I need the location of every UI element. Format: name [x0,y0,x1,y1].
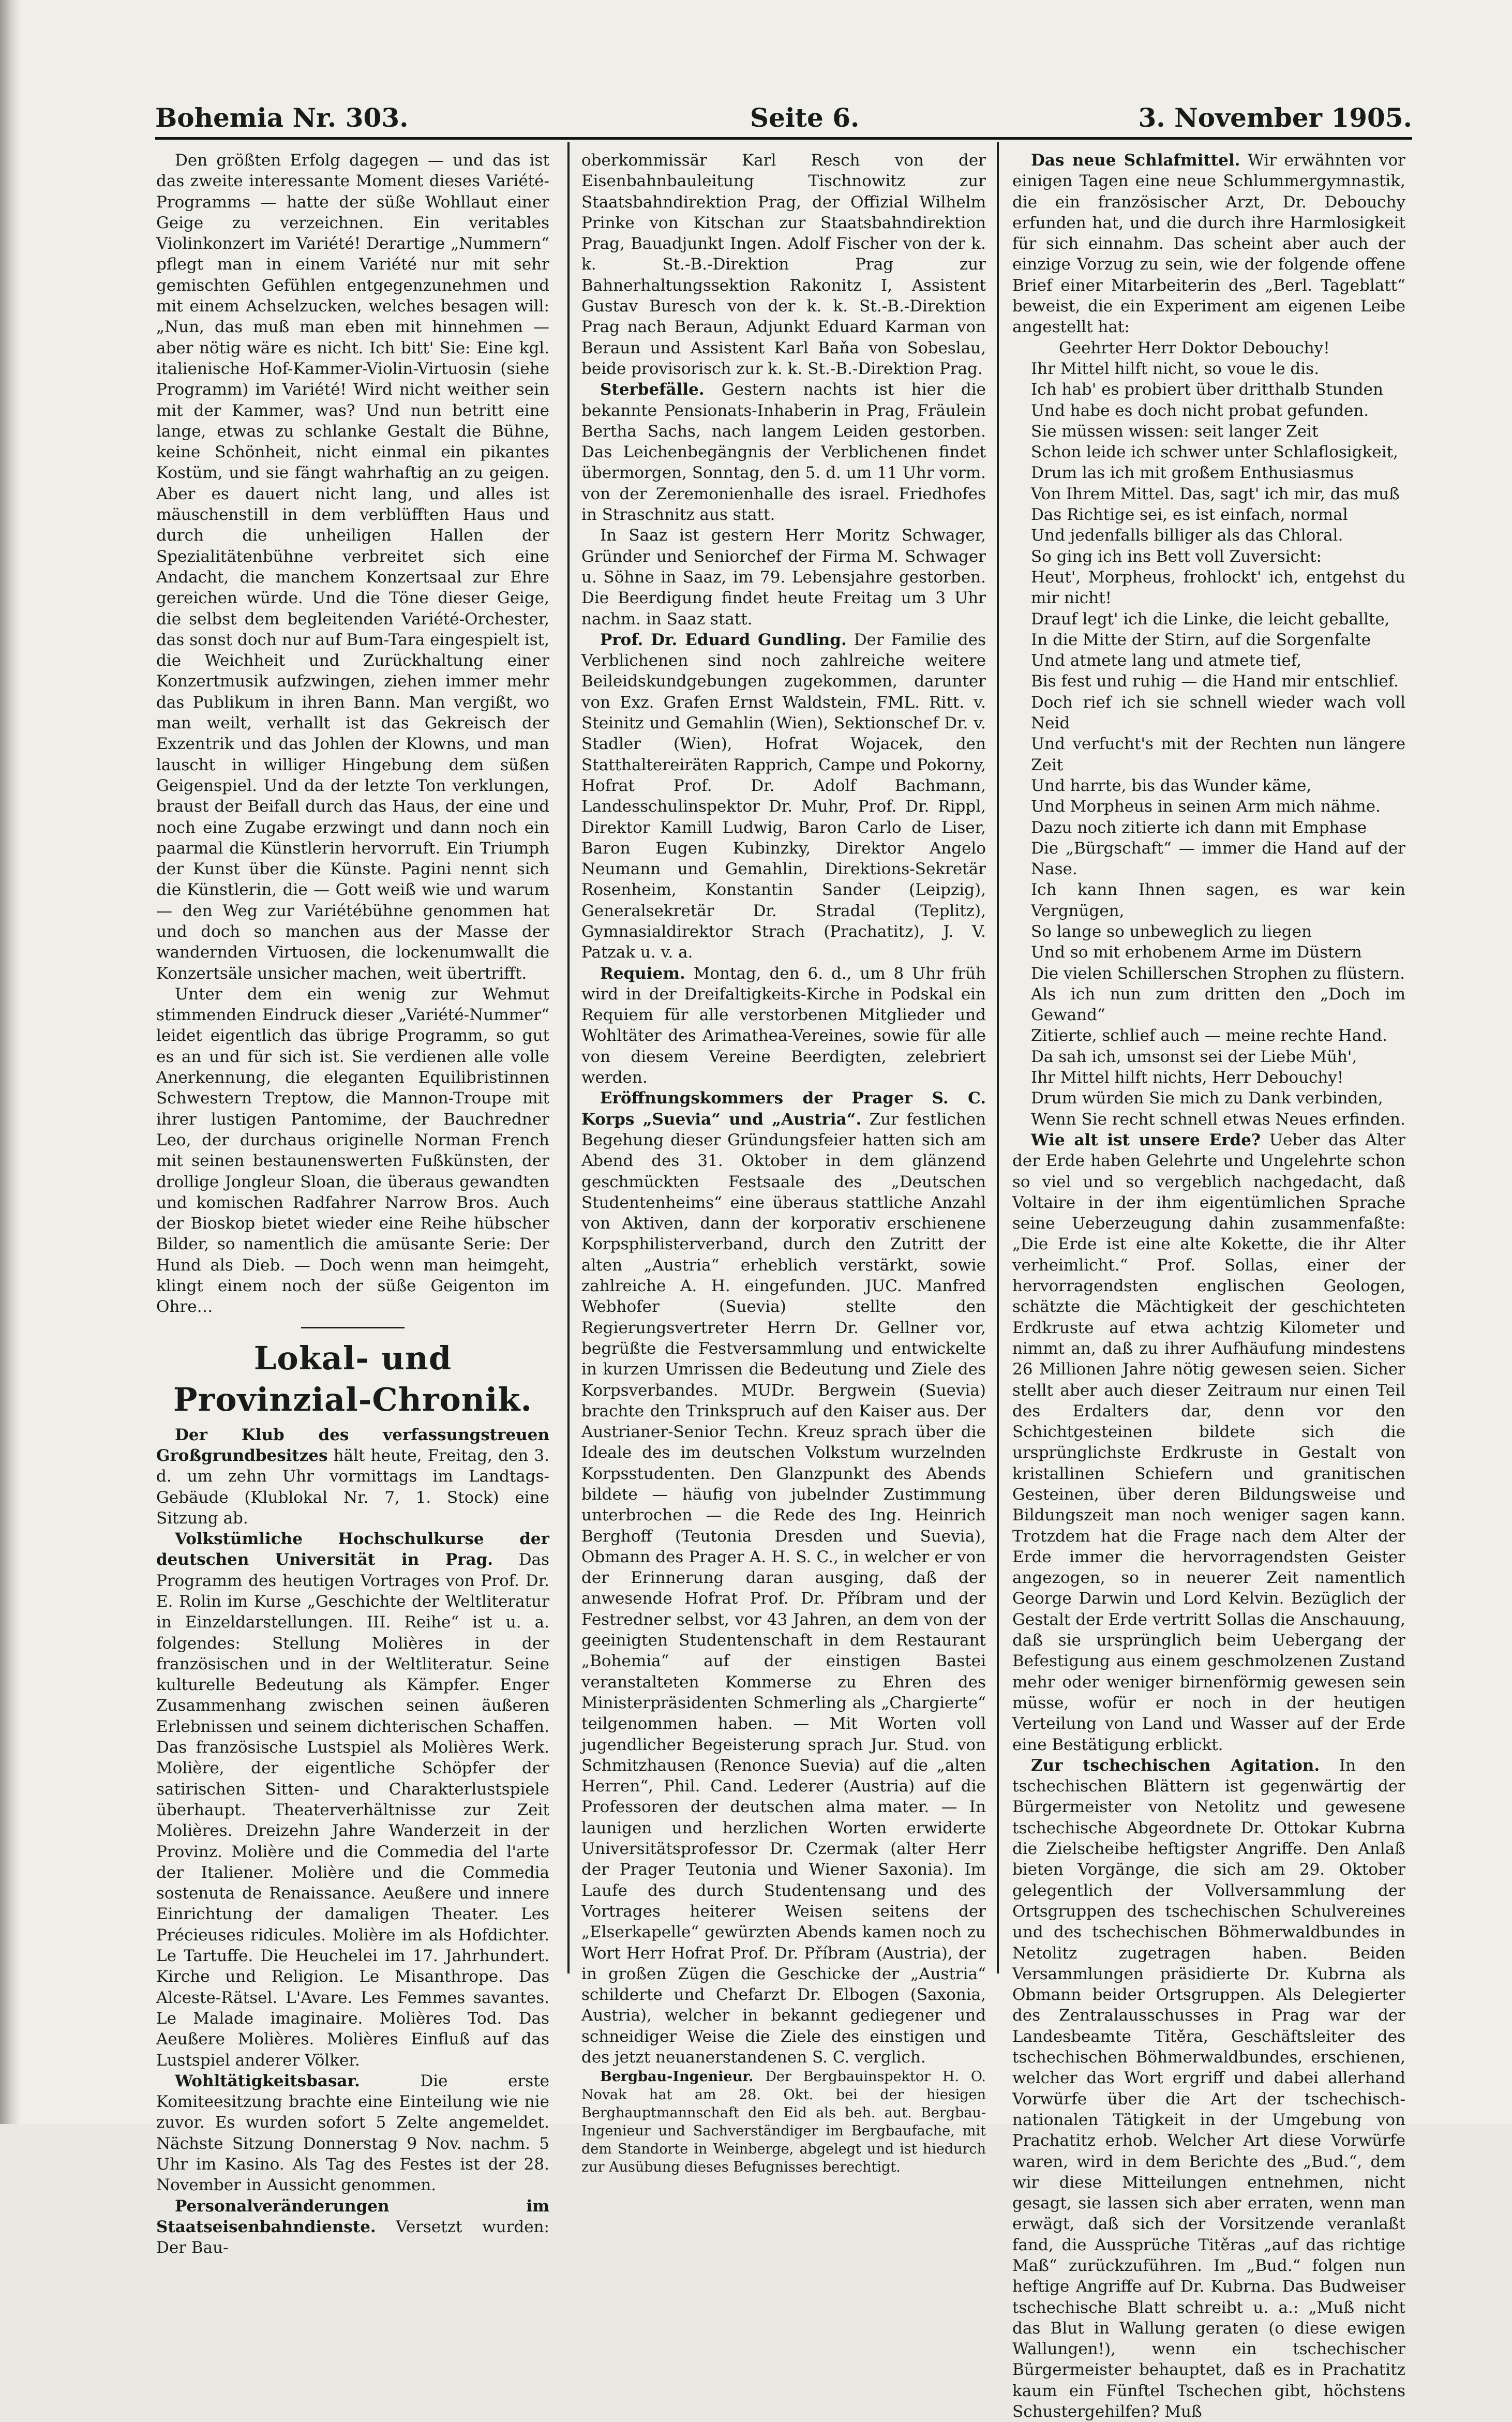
poem-line: Und atmete lang und atmete tief, [1031,651,1302,670]
news-body: Der Bergbauinspektor H. O. Novak hat am 28. Okt. bei der hiesigen Berghauptmannschaft den Eid als beh. aut. Bergbau-Ingenieur und Sachverständiger im Bergbaufache, mit dem Standorte in Weinberge, abgelegt und ist hiedurch zur Ausübung dieses Befugnisses berechtigt. [581,2069,986,2176]
news-headline: Prof. Dr. Eduard Gundling. [600,630,847,649]
news-headline: Der Klub des verfassungstreuen Großgrundbesitzes [156,1425,549,1465]
news-item [581,1088,986,2068]
poem-line: Ihr Mittel hilft nichts, Herr Debouchy! [1031,1068,1344,1087]
poem-line: Und habe es doch nicht probat gefunden. [1031,401,1369,420]
column-3 [1012,150,1405,2422]
article-paragraph: oberkommissär Karl Resch von der Eisenbahnbauleitung Tischnowitz zur Staatsbahndirektion Prag, der Offizial Wilhelm Prinke von Kitschan zur Staatsbahndirektion Prag, Bauadjunkt Ingen. Adolf Fischer von der k. k. St.-B.-Direktion Prag zur Bahnerhaltungssektion Rakonitz I, Assistent Gustav Buresch von der k. k. St.-B.-Direktion Prag nach Beraun, Adjunkt Eduard Karman von Beraun und Assistent Karl Baňa von Sobeslau, beide provisorisch zur k. k. St.-B.-Direktion Prag. [581,151,986,378]
news-headline: Wie alt ist unsere Erde? [1031,1130,1261,1149]
poem-line: Die „Bürgschaft“ — immer die Hand auf der Nase. [1031,839,1405,879]
article-paragraph: Unter dem ein wenig zur Wehmut stimmenden Eindruck dieser „Variété-Nummer“ leidet eigentlich das übrige Programm, so gut es an und für sich ist. Sie verdienen alle volle Anerkennung, die eleganten Equilibristinnen Schwestern Treptow, die Mannon-Troupe mit ihrer lustigen Pantomime, der Bauchredner Leo, der durchaus originelle Norman French mit seinen bestaunenswerten Fußkünsten, der drollige Jongleur Sloan, die überaus gewandten und komischen Radfahrer Narrow Bros. Auch der Bioskop bietet wieder eine Reihe hübscher Bilder, so namentlich die amüsante Serie: Der Hund als Dieb. — Doch wenn man heimgeht, klingt einem noch der süße Geigenton im Ohre… [156,984,549,1317]
poem-line: Von Ihrem Mittel. Das, sagt' ich mir, das muß [1031,484,1400,503]
news-item [1012,1755,1405,2422]
poem-line: Heut', Morpheus, frohlockt' ich, entgehst du mir nicht! [1031,567,1405,608]
poem-line: Ihr Mittel hilft nicht, so voue le dis. [1031,359,1319,378]
poem-line: Drum las ich mit großem Enthusiasmus [1031,464,1354,483]
poem-line: Und harrte, bis das Wunder käme, [1031,776,1312,795]
poem-line: Ich kann Ihnen sagen, es war kein Vergnügen, [1031,880,1405,920]
news-item [581,963,986,1088]
news-item [156,1425,549,1529]
news-body: Gestern nachts ist hier die bekannte Pensionats-Inhaberin in Prag, Fräulein Bertha Sachs, nach langem Leiden gestorben. Das Leichenbegängnis der Verblichenen findet übermorgen, Sonntag, den 5. d. um 11 Uhr vorm. von der Zeremonienhalle des israel. Friedhofes in Straschnitz aus statt. [581,380,986,525]
poem-line: Und verfucht's mit der Rechten nun längere Zeit [1031,735,1405,774]
letter-salutation: Geehrter Herr Doktor Debouchy! [1059,338,1330,357]
news-item [1012,1130,1405,1755]
poem-line: Und Morpheus in seinen Arm mich nähme. [1031,797,1381,816]
news-body: Wir erwähnten vor einigen Tagen eine neue Schlummergymnastik, die ein französischer Arzt, Dr. Debouchy erfunden hat, und die durch ihre Harmlosigkeit für sich einnahm. Das scheint aber auch der einzige Vorzug zu sein, wie der folgende offene Brief einer Mitarbeiterin des „Berl. Tageblatt“ beweist, die ein Experiment am eigenen Leibe angestellt hat: [1012,151,1405,337]
header-rule [155,137,1412,140]
news-body: Montag, den 6. d., um 8 Uhr früh wird in der Dreifaltigkeits-Kirche in Podskal ein Requiem für alle verstorbenen Mitglieder und Wohltäter des Arimathea-Vereines, sowie für alle von diesem Vereine Beerdigten, zelebriert werden. [581,964,986,1087]
poem-line: Sie müssen wissen: seit langer Zeit [1031,422,1319,441]
news-headline: Personalveränderungen im Staatseisenbahndienste. [156,2196,549,2236]
poem-line: Und so mit erhobenem Arme im Düstern [1031,943,1362,962]
section-title: Lokal- und Provinzial-Chronik. [173,1339,533,1418]
news-body: Die erste Komiteesitzung brachte eine Einteilung wie nie zuvor. Es wurden sofort 5 Zelte angemeldet. Nächste Sitzung Donnerstag 9 Nov. nachm. 5 Uhr im Kasino. Als Tag des Festes ist der 28. November in Aussicht genommen. [156,2071,549,2195]
news-headline: Bergbau-Ingenieur. [600,2069,754,2085]
news-item [156,1529,549,2071]
poem-line: Drauf legt' ich die Linke, die leicht geballte, [1031,609,1390,629]
column-rule-2 [997,142,999,1974]
news-item [156,2071,549,2196]
poem-line: Die vielen Schillerschen Strophen zu flüstern. [1031,964,1405,983]
poem-line: Und jedenfalls billiger als das Chloral. [1031,526,1343,545]
poem-line: Doch rief ich sie schnell wieder wach voll Neid [1031,693,1405,733]
article-paragraph: Den größten Erfolg dagegen — und das ist das zweite interessante Moment dieses Variété-Programms — hatte der süße Wohllaut einer Geige zu verzeichnen. Ein veritables Violinkonzert im Variété! Derartige „Nummern“ pflegt man in einem Variété nur mit sehr gemischten Gefühlen entgegenzunehmen und mit einem Achselzucken, welches besagen will: „Nun, das muß man eben mit hinnehmen — aber nötig wäre es nicht. Ich bitt' Sie: Eine kgl. italienische Hof-Kammer-Violin-Virtuosin (siehe Programm) im Variété! Wird nicht weither sein mit der Kammer, was? Und nun betritt eine lange, etwas zu schlanke Gestalt die Bühne, keine Schönheit, nicht einmal ein pikantes Kostüm, und sie fängt wahrhaftig an zu geigen. Aber es dauert nicht lang, und alles ist mäuschenstill in dem verblüfften Haus und durch die unheiligen Hallen der Spezialitätenbühne verbreitet sich eine Andacht, die manchem Konzertsaal zur Ehre gereichen würde. Und die Töne dieser Geige, die selbst dem begleitenden Variété-Orchester, das sonst doch nur auf Bum-Tara eingespielt ist, die Weichheit und Zurückhaltung einer Konzertmusik aufzwingen, ziehen immer mehr das Publikum in ihren Bann. Man vergißt, wo man weilt, verhallt ist das Gekreisch der Exzentrik und das Johlen der Klowns, und man lauscht in williger Hingebung dem süßen Geigenspiel. Und da der letzte Ton verklungen, braust der Beifall durch das Haus, der eine und noch eine Zugabe erzwingt und dann noch ein paarmal die Künstlerin hervorruft. Ein Triumph der Kunst über die Künste. Pagini nennt sich die Künstlerin, die — Gott weiß wie und warum — den Weg zur Variétébühne genommen hat und doch so manchen aus der Masse der wandernden Virtuosen, die lockenumwallt die Konzertsäle unsicher machen, weit übertrifft. [156,151,549,983]
news-body: Der Familie des Verblichenen sind noch zahlreiche weitere Beileidskundgebungen zugekommen, darunter von Exz. Grafen Ernst Waldstein, FML. Ritt. v. Steinitz und Gemahlin (Wien), Sektionschef Dr. v. Stadler (Wien), Hofrat Wojacek, den Statthaltereiräten Rapprich, Campe und Pokorny, Hofrat Prof. Dr. Adolf Bachmann, Landesschulinspektor Dr. Muhr, Prof. Dr. Rippl, Direktor Kamill Ludwig, Baron Carlo de Liser, Baron Eugen Kubinzky, Direktor Angelo Neumann und Gemahlin, Direktions-Sekretär Rosenheim, Konstantin Sander (Leipzig), Generalsekretär Dr. Stradal (Teplitz), Gymnasialdirektor Strach (Prachatitz), J. V. Patzak u. v. a. [581,630,986,962]
news-headline: Requiem. [600,964,685,983]
poem-line: Ich hab' es probiert über dritthalb Stunden [1031,380,1383,399]
poem-line: Bis fest und ruhig — die Hand mir entschlief. [1031,672,1399,691]
column-1 [156,150,549,2259]
column-rule-1 [567,142,570,1974]
poem-line: In die Mitte der Stirn, auf die Sorgenfalte [1031,630,1371,649]
poem-line: Zitierte, schlief auch — meine rechte Hand. [1031,1026,1387,1045]
news-item [1012,150,1405,338]
poem-letter [1012,338,1405,1130]
page-edge-shadow [0,0,21,2124]
poem-line: So lange so unbeweglich zu liegen [1031,922,1312,941]
poem-line: Da sah ich, umsonst sei der Liebe Müh', [1031,1047,1357,1066]
header-publication: Bohemia Nr. 303. [155,102,409,133]
news-headline: Das neue Schlafmittel. [1031,151,1240,170]
poem-line: So ging ich ins Bett voll Zuversicht: [1031,547,1322,566]
header-page-number: Seite 6. [750,102,860,133]
page-header [155,102,1412,139]
news-headline: Volkstümliche Hochschulkurse der deutschen Universität in Prag. [156,1530,549,1569]
news-body: Ueber das Alter der Erde haben Gelehrte und Ungelehrte schon so viel und so vergeblich nachgedacht, daß Voltaire in der ihm eigentümlichen Sprache seine Ueberzeugung dahin zusammenfaßte: „Die Erde ist eine alte Kokette, die ihr Alter verheimlicht.“ Prof. Sollas, einer der hervorragendsten englischen Geologen, schätzte die Mächtigkeit der geschichteten Erdkruste auf etwa achtzig Kilometer und nimmt an, daß zu ihrer Aufhäufung mindestens 26 Millionen Jahre nötig gewesen seien. Sicher stellt aber auch dieser Zeitraum nur einen Teil des Erdalters dar, denn vor den Schichtgesteinen bildete sich die ursprünglichste Erdkruste in Gestalt von kristallinen Schiefern und granitischen Gesteinen, über deren Bildungsweise und Bildungszeit man noch weniger sagen kann. Trotzdem hat die Frage nach dem Alter der Erde immer die hervorragendsten Geister angezogen, so in neuerer Zeit namentlich George Darwin und Lord Kelvin. Bezüglich der Gestalt der Erde vertritt Sollas die Anschauung, daß sie ursprünglich beim Uebergang der Befestigung aus einem geschmolzenen Zustand mehr oder weniger birnenförmig gewesen sein müsse, wofür er noch in der heutigen Verteilung von Land und Wasser auf der Erde eine Bestätigung erblickt. [1012,1130,1405,1754]
news-body: Zur festlichen Begehung dieser Gründungsfeier hatten sich am Abend des 31. Oktober in dem glänzend geschmückten Festsaale des „Deutschen Studentenheims“ eine überaus stattliche Anzahl von Aktiven, dann der korporativ erschienene Korpsphilisterverband, durch den Zutritt der alten „Austria“ erheblich verstärkt, sowie zahlreiche A. H. eingefunden. JUC. Manfred Webhofer (Suevia) stellte den Regierungsvertreter Herrn Dr. Gellner vor, begrüßte die Festversammlung und entwickelte in kurzen Umrissen die Bedeutung und Ziele des Korpsverbandes. MUDr. Bergwein (Suevia) brachte den Trinkspruch auf den Kaiser aus. Der Austrianer-Senior Techn. Kreuz sprach über die Ideale des im deutschen Volkstum wurzelnden Korpsstudenten. Den Glanzpunkt des Abends bildete — häufig von jubelnder Zustimmung unterbrochen — die Rede des Ing. Heinrich Berghoff (Teutonia Dresden und Suevia), Obmann des Prager A. H. S. C., in welcher er von der Erinnerung daran ausging, daß der anwesende Hofrat Prof. Dr. Příbram und der Festredner selbst, vor 43 Jahren, an dem von der geeinigten Studentenschaft in dem Restaurant „Bohemia“ auf der einstigen Bastei veranstalteten Kommerse zu Ehren des Ministerpräsidenten Schmerling als „Chargierte“ teilgenommen haben. — Mit Worten voll jugendlicher Begeisterung sprach Jur. Stud. von Schmitzhausen (Renonce Suevia) auf die „alten Herren“, Phil. Cand. Lederer (Austria) auf die Professoren der deutschen alma mater. — In launigen und herzlichen Worten erwiderte Universitätsprofessor Dr. Czermak (alter Herr der Prager Teutonia und Wiener Saxonia). Im Laufe des durch Studentensang und des Vortrages heiterer Weisen seitens der „Elserkapelle“ gewürzten Abends kamen noch zu Wort Herr Hofrat Prof. Dr. Příbram (Austria), der in großen Zügen die Geschicke der „Austria“ schilderte und Chefarzt Dr. Elbogen (Saxonia, Austria), welcher in bekannt gediegener und schneidiger Weise die Ziele des einstigen und des jetzt neuanerstandenen S. C. verglich. [581,1110,986,2067]
news-body: Versetzt wurden: Der Bau- [156,2217,549,2257]
news-headline: Eröffnungskommers der Prager S. C. Korps „Suevia“ und „Austria“. [581,1089,986,1129]
poem-line: Schon leide ich schwer unter Schlaflosigkeit, [1031,443,1398,462]
news-item [581,2068,986,2176]
news-body: In den tschechischen Blättern ist gegenwärtig der Bürgermeister von Netolitz und gewesene tschechische Abgeordnete Dr. Ottokar Kubrna die Zielscheibe heftigster Angriffe. Den Anlaß bieten Vorgänge, die sich am 29. Oktober gelegentlich der Vollversammlung der Ortsgruppen des tschechischen Schulvereines und des tschechischen Böhmerwaldbundes in Netolitz zugetragen haben. Beiden Versammlungen präsidierte Dr. Kubrna als Obmann beider Ortsgruppen. Als Delegierter des Zentralausschusses in Prag war der Landesbeamte Titěra, Geschäftsleiter des tschechischen Böhmerwaldbundes, erschienen, welcher das Wort ergriff und dabei allerhand Vorwürfe über die Art der tschechisch-nationalen Tätigkeit in der Umgebung von Prachatitz erhob. Welcher Art diese Vorwürfe waren, wird in dem Berichte des „Bud.“, dem wir diese Mitteilungen entnehmen, nicht gesagt, sie lassen sich aber erraten, wenn man erwägt, daß sich der Vorsitzende veranlaßt fand, die Aussprüche Titěras „auf das richtige Maß“ zurückzuführen. Im „Bud.“ folgen nun heftige Angriffe auf Dr. Kubrna. Das Budweiser tschechische Blatt schreibt u. a.: „Muß nicht das Blut in Wallung geraten (o diese ewigen Wallungen!), wenn ein tschechischer Bürgermeister behauptet, daß es in Prachatitz kaum ein Fünftel Tschechen gibt, höchstens Schustergehilfen? Muß [1012,1756,1405,2421]
poem-line: Dazu noch zitierte ich dann mit Emphase [1031,818,1367,837]
poem-line: Drum würden Sie mich zu Dank verbinden, [1031,1089,1383,1108]
news-item [581,379,986,525]
article-paragraph: In Saaz ist gestern Herr Moritz Schwager, Gründer und Seniorchef der Firma M. Schwager u. Söhne in Saaz, im 79. Lebensjahre gestorben. Die Beerdigung findet heute Freitag um 3 Uhr nachm. in Saaz statt. [581,526,986,629]
news-item [156,2196,549,2259]
news-headline: Sterbefälle. [600,380,705,399]
column-2 [581,150,986,2176]
section-divider [301,1327,405,1328]
poem-line: Das Richtige sei, es ist einfach, normal [1031,505,1348,525]
poem-line: Als ich nun zum dritten den „Doch im Gewand“ [1031,984,1405,1025]
news-item [581,630,986,963]
header-date: 3. November 1905. [1138,102,1412,133]
news-body: Das Programm des heutigen Vortrages von Prof. Dr. E. Rolin im Kurse „Geschichte der Weltliteratur in Einzeldarstellungen. III. Reihe“ ist u. a. folgendes: Stellung Molières in der französischen und in der Weltliteratur. Seine kulturelle Bedeutung als Kämpfer. Enger Zusammenhang zwischen seinen äußeren Erlebnissen und seinem dichterischen Schaffen. Das französische Lustspiel als Molières Werk. Molière, der eigentliche Schöpfer der satirischen Sitten- und Charakterlustspiele überhaupt. Theaterverhältnisse zur Zeit Molières. Dreizehn Jahre Wanderzeit in der Provinz. Molière und die Commedia del l'arte der Italiener. Molière und die Commedia sostenuta de Renaissance. Aeußere und innere Einrichtung der damaligen Theater. Les Précieuses ridicules. Molière im als Hofdichter. Le Tartuffe. Die Heuchelei im 17. Jahrhundert. Kirche und Religion. Le Misanthrope. Das Alceste-Rätsel. L'Avare. Les Femmes savantes. Le Malade imaginaire. Molières Tod. Das Aeußere Molières. Molières Einfluß auf das Lustspiel anderer Völker. [156,1550,549,2070]
news-headline: Wohltätigkeitsbasar. [175,2071,360,2090]
news-body: hält heute, Freitag, den 3. d. um zehn Uhr vormittags im Landtags-Gebäude (Klublokal Nr. 7, 1. Stock) eine Sitzung ab. [156,1446,549,1528]
poem-line: Wenn Sie recht schnell etwas Neues erfinden. [1031,1110,1405,1129]
news-headline: Zur tschechischen Agitation. [1031,1756,1320,1775]
